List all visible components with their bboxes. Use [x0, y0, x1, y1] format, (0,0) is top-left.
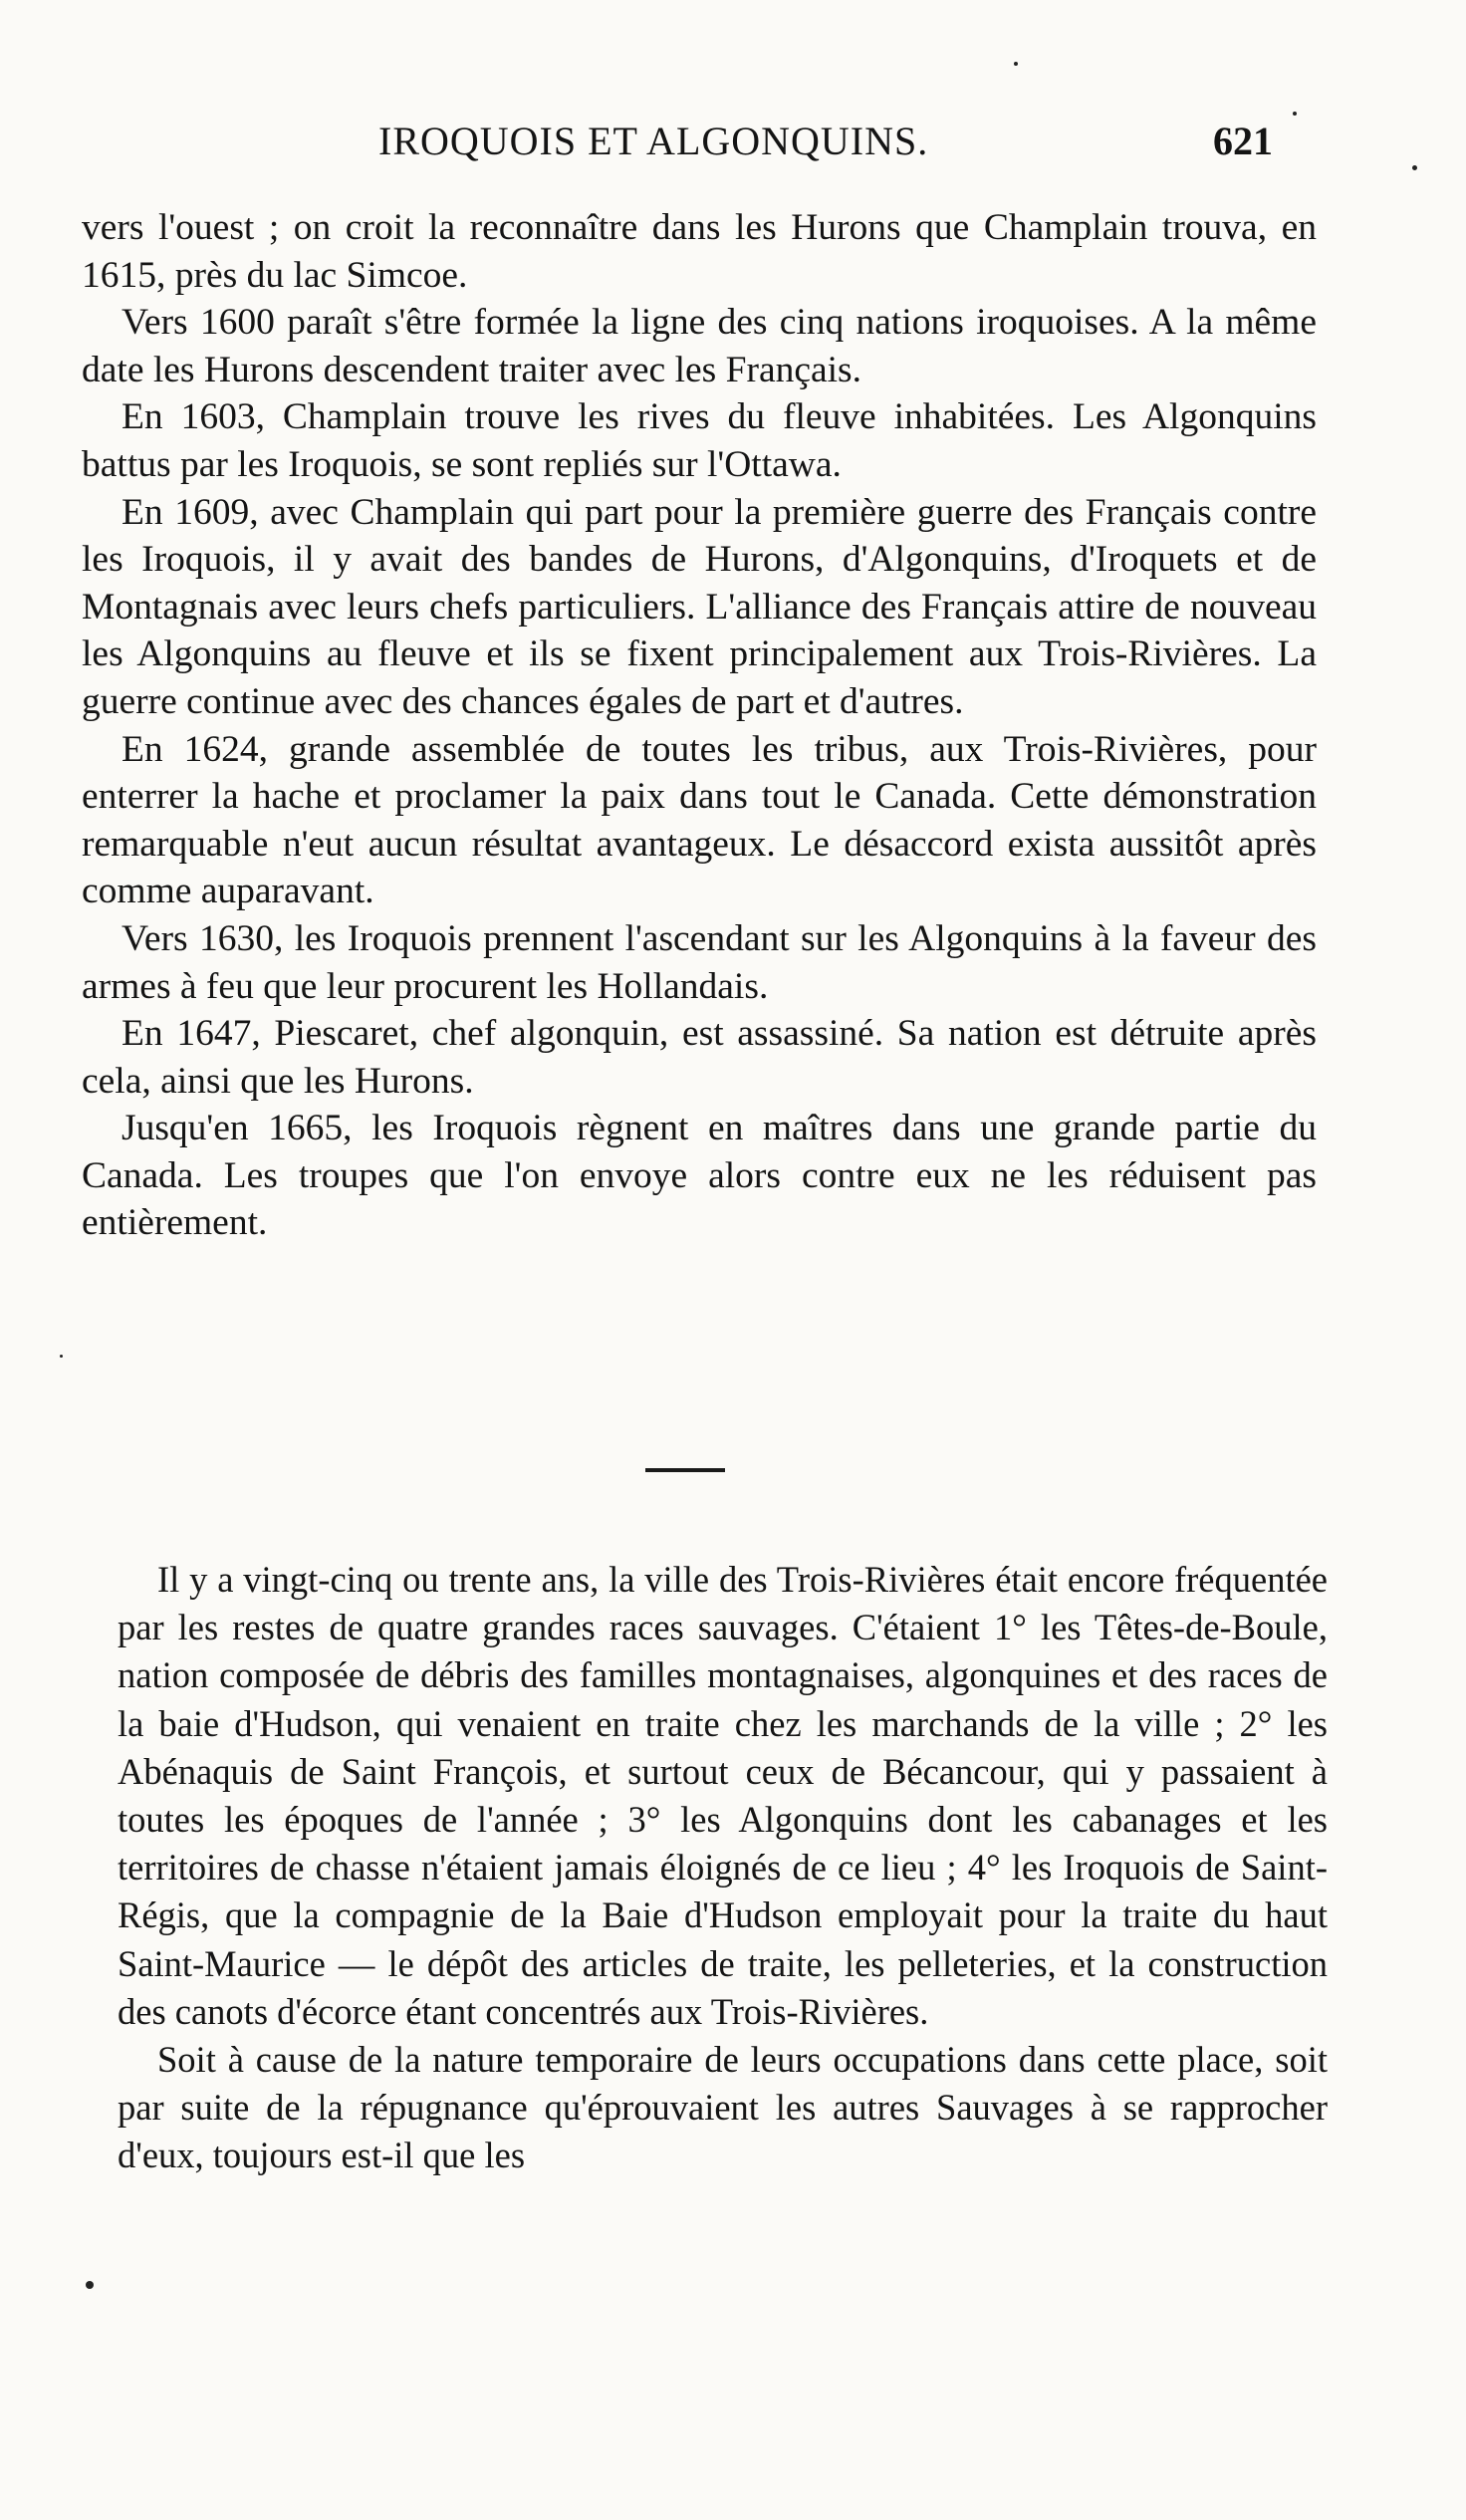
paragraph: Il y a vingt-cinq ou trente ans, la ville des Trois-Rivières était encore fréquentée par les restes de quatre grandes races sauvages. C'étaient 1° les Têtes-de-Boule, nation composée de débris des familles montagnaises, algonquines et des races de la baie d'Hudson, qui venaient en traite chez les marchands de la ville ; 2° les Abénaquis de Saint François, et surtout ceux de Bécancour, qui y passaient à toutes les époques de l'année ; 3° les Algonquins dont les cabanages et les territoires de chasse n'étaient jamais éloignés de ce lieu ; 4° les Iroquois de Saint-Régis, que la compagnie de la Baie d'Hudson employait pour la traite du haut Saint-Maurice — le dépôt des articles de traite, les pelleteries, et la construction des canots d'écorce étant concentrés aux Trois-Rivières.: [118, 1559, 1328, 2032]
paragraph: En 1647, Piescaret, chef algonquin, est assassiné. Sa nation est détruite après cela, ainsi que les Hurons.: [82, 1013, 1317, 1102]
paragraph: Vers 1600 paraît s'être formée la ligne des cinq nations iroquoises. A la même date les Hurons descendent traiter avec les Français.: [82, 302, 1317, 390]
running-head: [378, 118, 1275, 177]
print-speck: [1293, 112, 1297, 116]
page-number: 621: [1213, 119, 1273, 163]
trois-rivieres-section: [118, 1556, 1328, 2180]
paragraph: En 1609, avec Champlain qui part pour la première guerre des Français contre les Iroquois, il y avait des bandes de Hurons, d'Algonquins, d'Iroquets et de Montagnais avec leurs chefs particuliers. L'alliance des Français attire de nouveau les Algonquins au fleuve et ils se fixent principalement aux Trois-Rivières. La guerre continue avec des chances égales de part et d'autres.: [82, 491, 1317, 722]
print-speck: [60, 1355, 63, 1358]
print-speck: [1014, 62, 1018, 66]
history-section: [82, 204, 1317, 1247]
paragraph: Vers 1630, les Iroquois prennent l'ascendant sur les Algonquins à la faveur des armes à feu que leur procurent les Hollandais.: [82, 917, 1317, 1007]
paragraph: En 1603, Champlain trouve les rives du fleuve inhabitées. Les Algonquins battus par les Iroquois, se sont repliés sur l'Ottawa.: [82, 396, 1317, 485]
print-speck: [86, 2281, 94, 2289]
paragraph: En 1624, grande assemblée de toutes les tribus, aux Trois-Rivières, pour enterrer la hache et proclamer la paix dans tout le Canada. Cette démonstration remarquable n'eut aucun résultat avantageux. Le désaccord exista aussitôt après comme auparavant.: [82, 728, 1317, 912]
paragraph: Jusqu'en 1665, les Iroquois règnent en maîtres dans une grande partie du Canada. Les troupes que l'on envoye alors contre eux ne les réduisent pas entièrement.: [82, 1108, 1317, 1244]
paragraph: Soit à cause de la nature temporaire de leurs occupations dans cette place, soit par suite de la répugnance qu'éprouvaient les autres Sauvages à se rapprocher d'eux, toujours est-il que les: [118, 2039, 1328, 2176]
print-speck: [1412, 165, 1417, 170]
paragraph: vers l'ouest ; on croit la reconnaître dans les Hurons que Champlain trouva, en 1615, près du lac Simcoe.: [82, 207, 1317, 296]
running-title: IROQUOIS ET ALGONQUINS.: [378, 119, 929, 163]
section-divider: [645, 1468, 725, 1472]
